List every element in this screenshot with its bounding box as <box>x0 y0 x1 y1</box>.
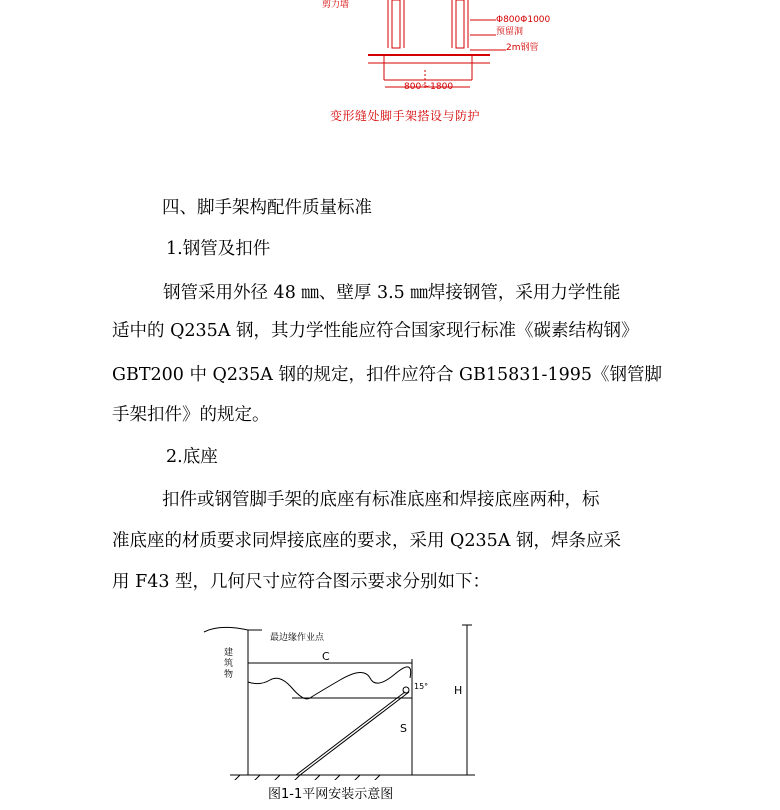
angle-label: 15° <box>414 682 429 691</box>
diameter-label: Φ800Φ1000 <box>496 15 551 25</box>
paragraph-line: 手架扣件》的规定。 <box>112 405 270 425</box>
section-heading: 四、脚手架构配件质量标准 <box>162 198 372 218</box>
subheading-steel-pipe: 1.钢管及扣件 <box>166 239 271 259</box>
top-figure <box>300 0 560 100</box>
paragraph-line: GBT200 中 Q235A 钢的规定，扣件应符合 GB15831-1995《钢管脚 <box>112 365 663 385</box>
paragraph-line: 准底座的材质要求同焊接底座的要求，采用 Q235A 钢，焊条应采 <box>112 531 622 551</box>
dimension-s-label: S <box>400 722 407 735</box>
edge-work-point-label: 最边缘作业点 <box>270 633 325 643</box>
pipe-label: 2m钢管 <box>506 43 539 53</box>
safety-net-drawing <box>200 620 490 780</box>
building-label: 建筑物 <box>224 648 234 680</box>
dimension-h-label: H <box>454 684 463 697</box>
paragraph-line: 适中的 Q235A 钢，其力学性能应符合国家现行标准《碳素结构钢》 <box>112 321 639 341</box>
safety-net-figure <box>200 620 490 780</box>
hole-label: 预留洞 <box>496 27 524 37</box>
shear-wall-label: 剪力墙 <box>322 0 350 10</box>
safety-net-caption: 图1-1平网安装示意图 <box>268 787 394 802</box>
dimension-c-label: C <box>322 650 330 663</box>
subheading-base: 2.底座 <box>166 447 218 467</box>
paragraph-line: 钢管采用外径 48 ㎜、壁厚 3.5 ㎜焊接钢管，采用力学性能 <box>163 283 621 303</box>
top-figure-caption: 变形缝处脚手架搭设与防护 <box>330 109 481 123</box>
paragraph-line: 用 F43 型，几何尺寸应符合图示要求分别如下： <box>112 572 491 592</box>
width-label: 800～1800 <box>404 82 454 92</box>
paragraph-line: 扣件或钢管脚手架的底座有标准底座和焊接底座两种，标 <box>162 490 600 510</box>
